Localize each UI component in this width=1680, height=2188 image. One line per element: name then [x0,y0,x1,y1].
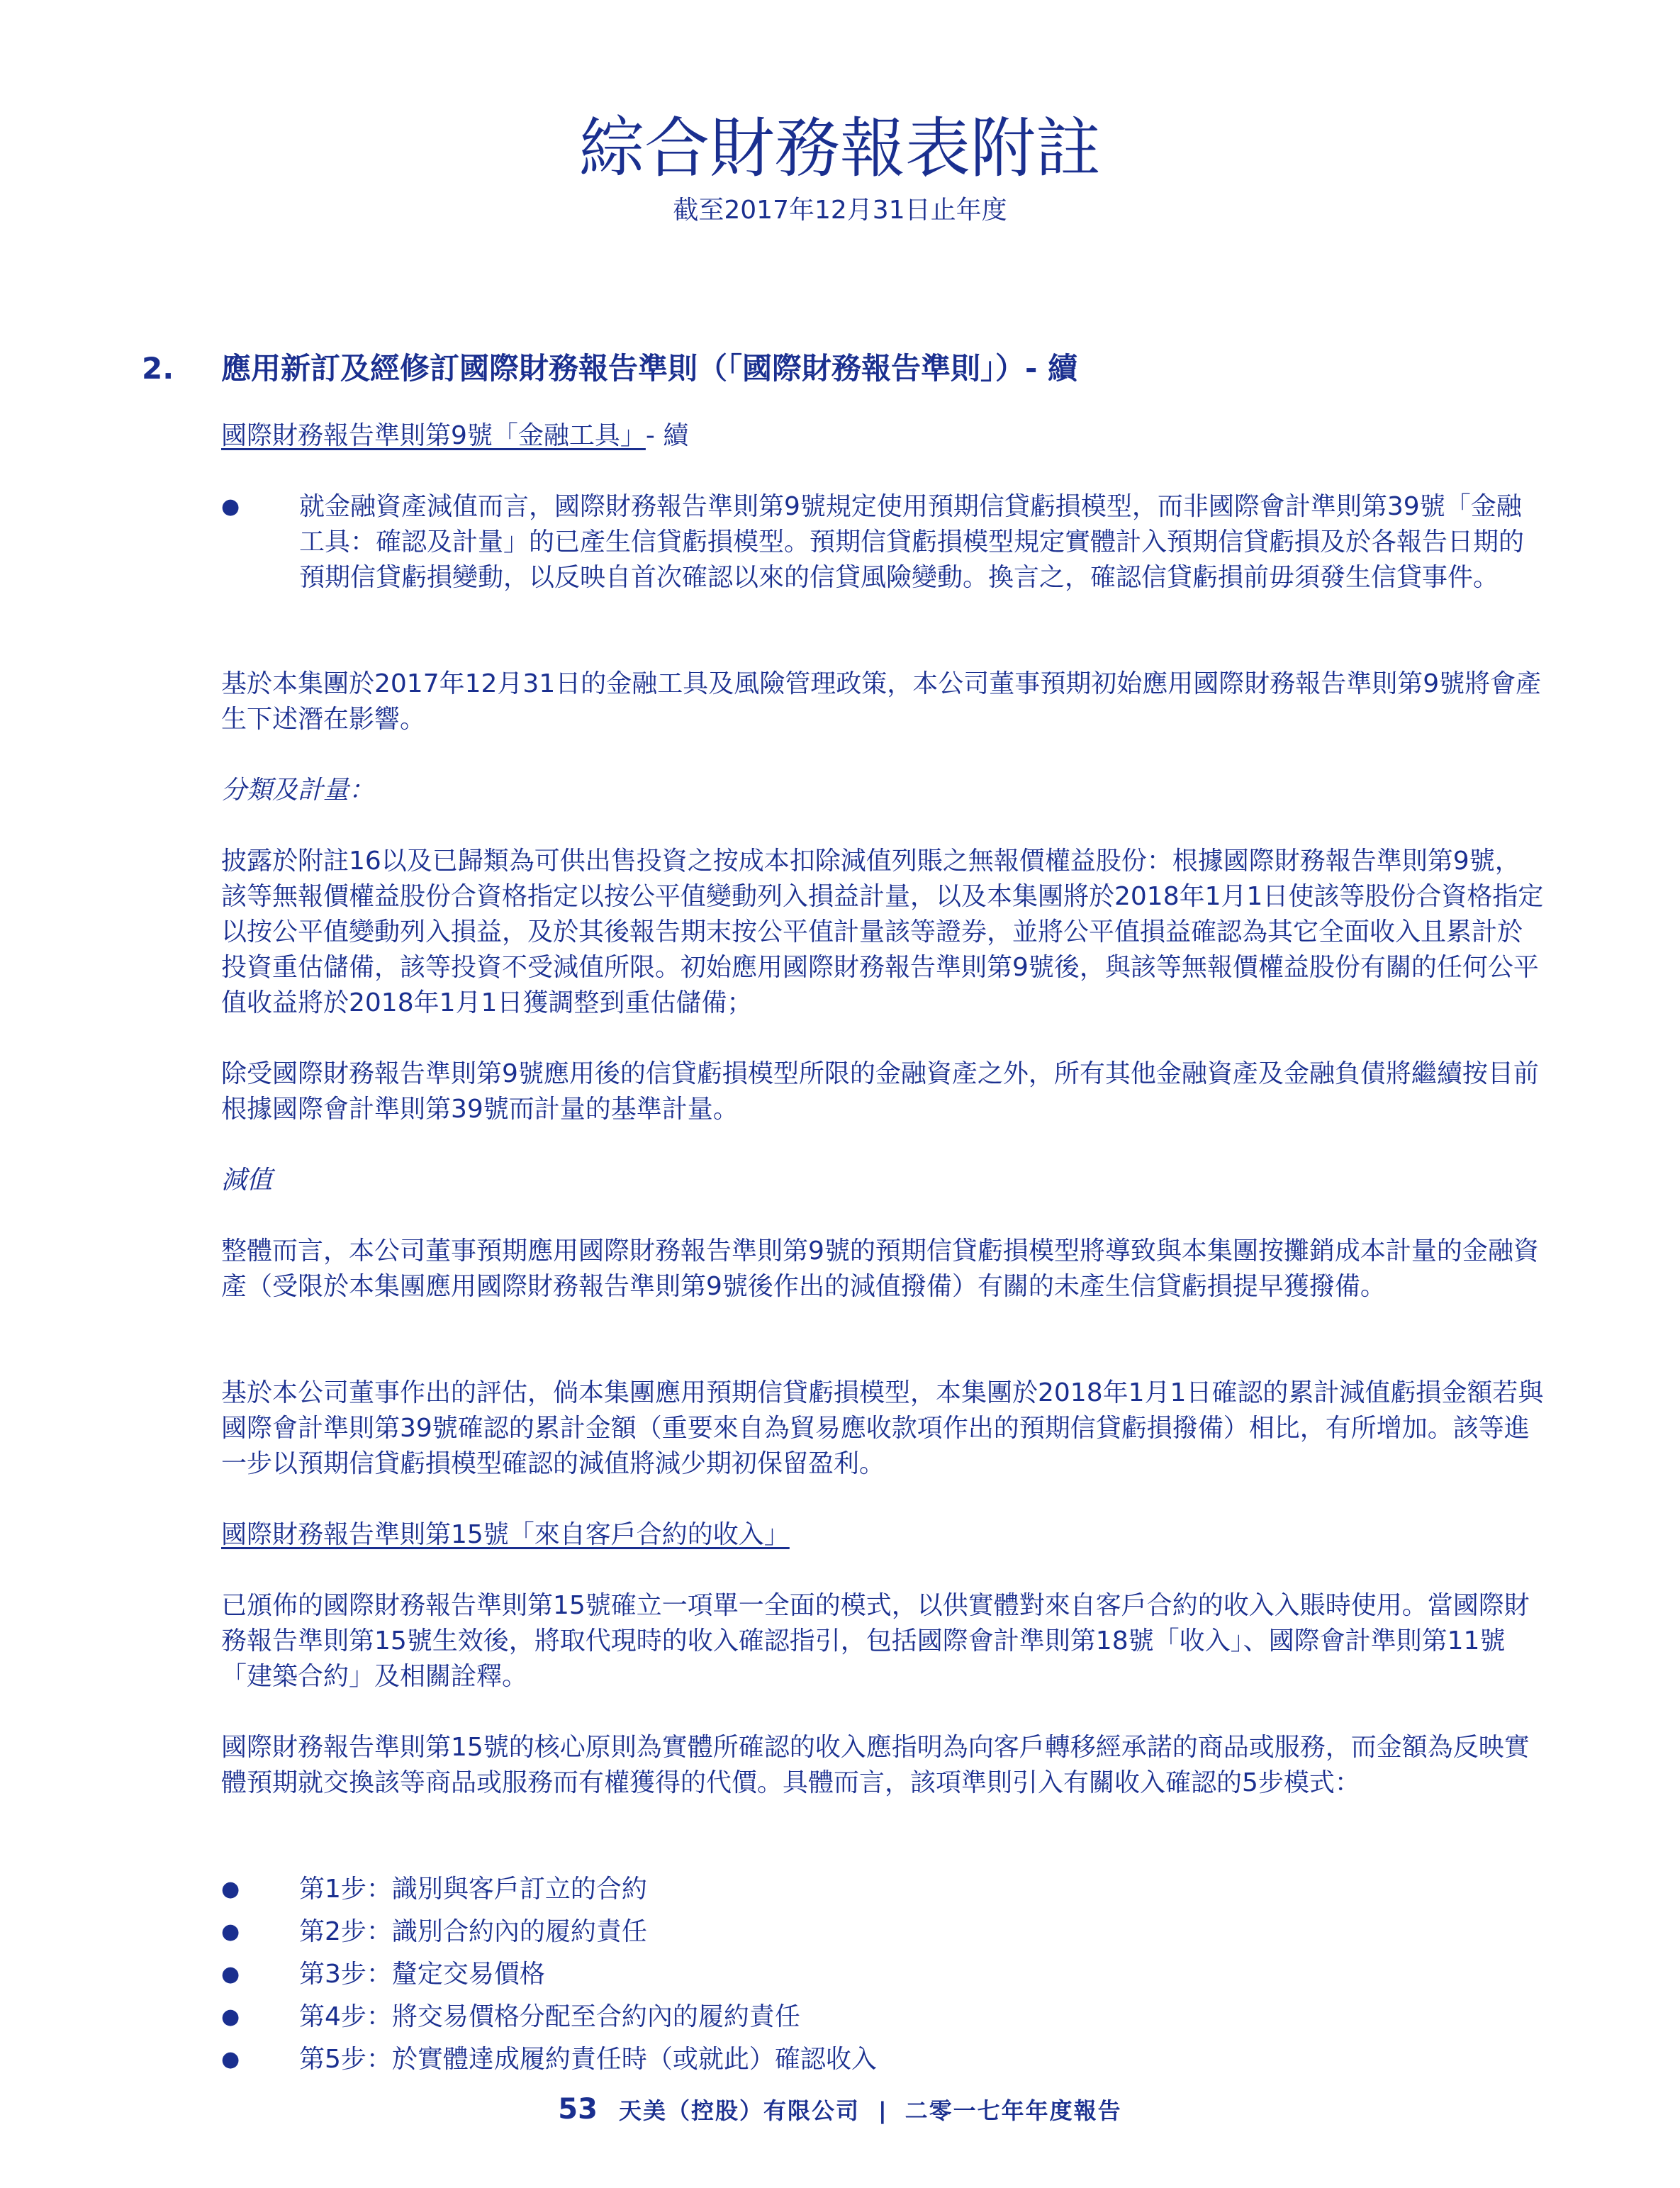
page-number: 53 [558,2093,598,2126]
ifrs15-heading: 國際財務報告準則第15號「來自客戶合約的收入」 [221,1520,790,1549]
ifrs9-heading-text: 國際財務報告準則第9號「金融工具」 [221,421,646,450]
step-item: 第5步：於實體達成履約責任時（或就此）確認收入 [299,2045,877,2074]
step-item: 第3步：釐定交易價格 [299,1960,545,1989]
step-item: 第1步：識別與客戶訂立的合約 [299,1875,647,1904]
ifrs15-paragraph-1: 已頒佈的國際財務報告準則第15號確立一項單一全面的模式，以供實體對來自客戶合約的收入入賬時使用。當國際財務報告準則第15號生效後，將取代現時的收入確認指引，包括國際會計準則第18號「收入」、國際會計準則第11號「建築合約」及相關詮釋。 [221,1591,1530,1691]
bullet-icon: ● [221,1919,240,1944]
page-footer [0,2092,1680,2128]
bullet-icon: ● [221,2004,240,2029]
section-title: 應用新訂及經修訂國際財務報告準則（「國際財務報告準則」）- 續 [221,351,1078,386]
ifrs9-bullet-text: 就金融資產減值而言，國際財務報告準則第9號規定使用預期信貸虧損模型，而非國際會計準則第39號「金融工具：確認及計量」的已產生信貸虧損模型。預期信貸虧損模型規定實體計入預期信貸虧損及於各報告日期的預期信貸虧損變動，以反映自首次確認以來的信貸風險變動。換言之，確認信貸虧損前毋須發生信貸事件。 [299,492,1525,592]
footer-company: 天美（控股）有限公司 [618,2097,860,2124]
page-title: 綜合財務報表附註 [578,111,1101,186]
ifrs9-intro: 基於本集團於2017年12月31日的金融工具及風險管理政策，本公司董事預期初始應用國際財務報告準則第9號將會產生下述潛在影響。 [221,669,1542,734]
footer-separator: | [878,2097,887,2124]
classification-paragraph-1: 披露於附註16以及已歸類為可供出售投資之按成本扣除減值列賬之無報價權益股份：根據國際財務報告準則第9號，該等無報價權益股份合資格指定以按公平值變動列入損益計量，以及本集團將於2018年1月1日使該等股份合資格指定以按公平值變動列入損益，及於其後報告期末按公平值計量該等證券，並將公平值損益確認為其它全面收入且累計於投資重估儲備，該等投資不受減值所限。初始應用國際財務報告準則第9號後，與該等無報價權益股份有關的任何公平值收益將於2018年1月1日獲調整到重估儲備； [221,847,1544,1017]
ifrs15-paragraph-2: 國際財務報告準則第15號的核心原則為實體所確認的收入應指明為向客戶轉移經承諾的商品或服務，而金額為反映實體預期就交換該等商品或服務而有權獲得的代價。具體而言，該項準則引入有關收入確認的5步模式： [221,1733,1530,1797]
impairment-heading: 減值 [221,1166,273,1195]
bullet-icon: ● [221,2047,240,2072]
impairment-paragraph-2: 基於本公司董事作出的評估，倘本集團應用預期信貸虧損模型，本集團於2018年1月1日確認的累計減值虧損金額若與國際會計準則第39號確認的累計金額（重要來自為貿易應收款項作出的預期信貸虧損撥備）相比，有所增加。該等進一步以預期信貸虧損模型確認的減值將減少期初保留盈利。 [221,1378,1544,1478]
classification-heading: 分類及計量： [221,776,375,805]
ifrs9-heading-suffix: - 續 [645,421,689,450]
step-item: 第4步：將交易價格分配至合約內的履約責任 [299,2002,800,2031]
bullet-icon: ● [221,1877,240,1902]
page-subtitle: 截至2017年12月31日止年度 [673,196,1007,225]
section-number: 2. [142,351,174,386]
footer-report-title: 二零一七年年度報告 [905,2097,1122,2124]
classification-paragraph-2: 除受國際財務報告準則第9號應用後的信貸虧損模型所限的金融資產之外，所有其他金融資產及金融負債將繼續按目前根據國際會計準則第39號而計量的基準計量。 [221,1059,1539,1124]
ifrs9-heading [221,418,1544,454]
bullet-icon: ● [221,494,240,519]
impairment-paragraph-1: 整體而言，本公司董事預期應用國際財務報告準則第9號的預期信貸虧損模型將導致與本集團按攤銷成本計量的金融資產（受限於本集團應用國際財務報告準則第9號後作出的減值撥備）有關的未產生信貸虧損提早獲撥備。 [221,1237,1539,1301]
step-item: 第2步：識別合約內的履約責任 [299,1917,647,1946]
bullet-icon: ● [221,1962,240,1987]
